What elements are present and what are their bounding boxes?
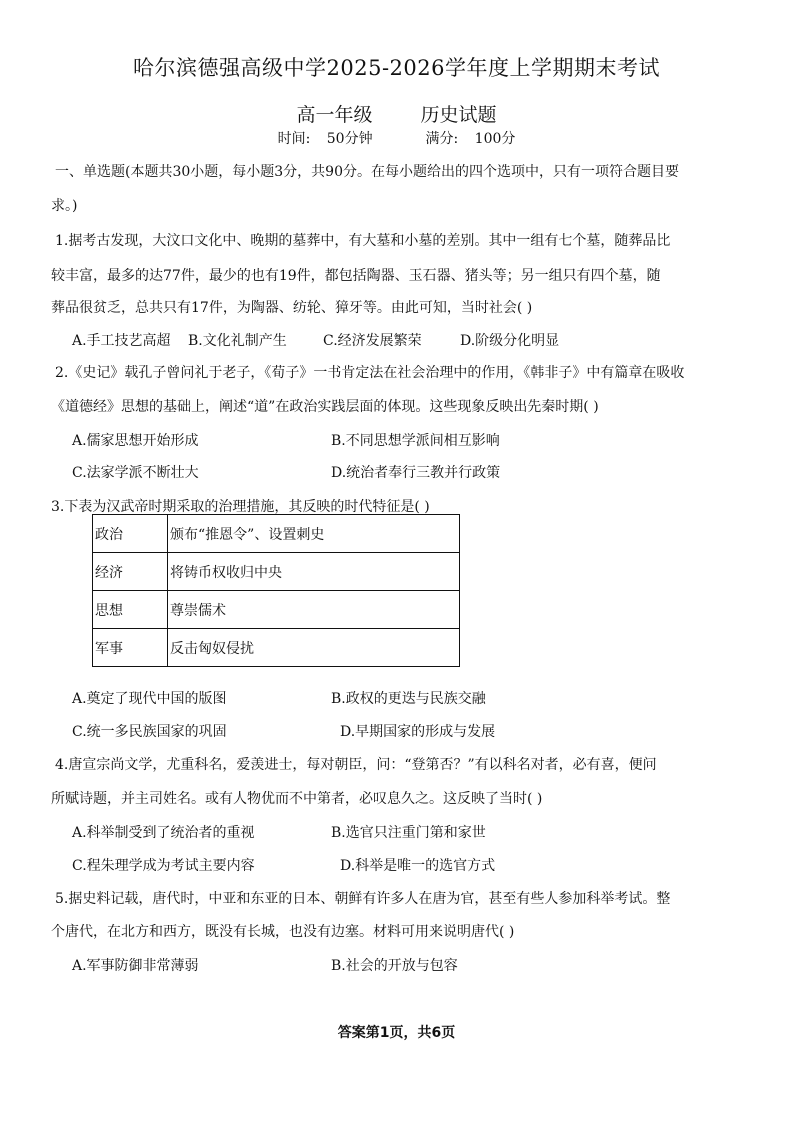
- table-row: [93, 515, 460, 553]
- measures-table: [92, 514, 460, 667]
- q4-line2: 所赋诗题，并主司姓名。或有人物优而不中第者，必叹息久之。这反映了当时( ): [51, 791, 543, 807]
- q3-line1: 3.下表为汉武帝时期采取的治理措施，其反映的时代特征是( ): [51, 499, 430, 515]
- q2-option-b: B.不同思想学派间相互影响: [331, 433, 500, 449]
- q2-option-d: D.统治者奉行三教并行政策: [331, 465, 501, 481]
- q2-line2: 《道德经》思想的基础上，阐述“道”在政治实践层面的体现。这些现象反映出先秦时期( ): [51, 399, 599, 415]
- q1-option-a: A.手工技艺高超: [72, 333, 171, 349]
- q5-line2: 个唐代，在北方和西方，既没有长城，也没有边塞。材料可用来说明唐代( ): [51, 924, 515, 940]
- q1-line3: 葬品很贫乏，总共只有17件，为陶器、纺轮、獐牙等。由此可知，当时社会( ): [51, 300, 533, 316]
- q1-line2: 较丰富，最多的达77件，最少的也有19件，都包括陶器、玉石器、猪头等；另一组只有四个墓，随: [51, 268, 661, 284]
- q1-line1: 1.据考古发现，大汶口文化中、晚期的墓葬中，有大墓和小墓的差别。其中一组有七个墓，随葬品比: [55, 233, 671, 249]
- section-instruction-line1: 一、单选题(本题共30小题，每小题3分，共90分。在每小题给出的四个选项中，只有一项符合题目要: [55, 164, 679, 180]
- table-cell-measure: 尊崇儒术: [168, 591, 460, 629]
- score-value: 100分: [474, 131, 516, 147]
- exam-meta: [0, 128, 793, 148]
- table-cell-category: 思想: [93, 591, 168, 629]
- q1-option-d: D.阶级分化明显: [460, 333, 560, 349]
- q1-option-c: C.经济发展繁荣: [323, 333, 422, 349]
- q3-option-a: A.奠定了现代中国的版图: [72, 691, 227, 707]
- q3-option-d: D.早期国家的形成与发展: [340, 724, 496, 740]
- time-value: 50分钟: [326, 131, 373, 147]
- time-label: 时间:: [277, 131, 311, 147]
- q1-option-b: B.文化礼制产生: [188, 333, 287, 349]
- table-row: [93, 629, 460, 667]
- score-label: 满分:: [425, 131, 459, 147]
- q3-option-c: C.统一多民族国家的巩固: [72, 724, 227, 740]
- q4-line1: 4.唐宣宗尚文学，尤重科名，爱羡进士，每对朝臣，问：“登第否？”有以科名对者，必有喜，便问: [55, 757, 657, 773]
- q4-option-b: B.选官只注重门第和家世: [331, 825, 486, 841]
- page-footer: 答案第1页，共6页: [337, 1025, 456, 1041]
- exam-title: 哈尔滨德强高级中学2025-2026学年度上学期期末考试: [133, 56, 660, 80]
- table-cell-measure: 将铸币权收归中央: [168, 553, 460, 591]
- q2-option-a: A.儒家思想开始形成: [72, 433, 199, 449]
- table-cell-measure: 反击匈奴侵扰: [168, 629, 460, 667]
- q2-option-c: C.法家学派不断壮大: [72, 465, 199, 481]
- q5-option-a: A.军事防御非常薄弱: [72, 958, 199, 974]
- grade-label: 高一年级: [296, 104, 373, 126]
- q3-option-b: B.政权的更迭与民族交融: [331, 691, 486, 707]
- q4-option-a: A.科举制受到了统治者的重视: [72, 825, 255, 841]
- q4-option-c: C.程朱理学成为考试主要内容: [72, 858, 255, 874]
- section-instruction-line2: 求。): [51, 198, 78, 214]
- q5-option-b: B.社会的开放与包容: [331, 958, 458, 974]
- q2-line1: 2.《史记》载孔子曾问礼于老子，《荀子》一书肯定法在社会治理中的作用，《韩非子》中有篇章在吸收: [55, 365, 685, 381]
- table-row: [93, 553, 460, 591]
- table-cell-category: 经济: [93, 553, 168, 591]
- subject-label: 历史试题: [420, 104, 497, 126]
- table-cell-measure: 颁布“推恩令”、设置刺史: [168, 515, 460, 553]
- table-cell-category: 军事: [93, 629, 168, 667]
- exam-subtitle: [0, 100, 793, 127]
- table-row: [93, 591, 460, 629]
- table-cell-category: 政治: [93, 515, 168, 553]
- q5-line1: 5.据史料记载，唐代时，中亚和东亚的日本、朝鲜有许多人在唐为官，甚至有些人参加科举考试。整: [55, 891, 671, 907]
- q4-option-d: D.科举是唯一的选官方式: [340, 858, 496, 874]
